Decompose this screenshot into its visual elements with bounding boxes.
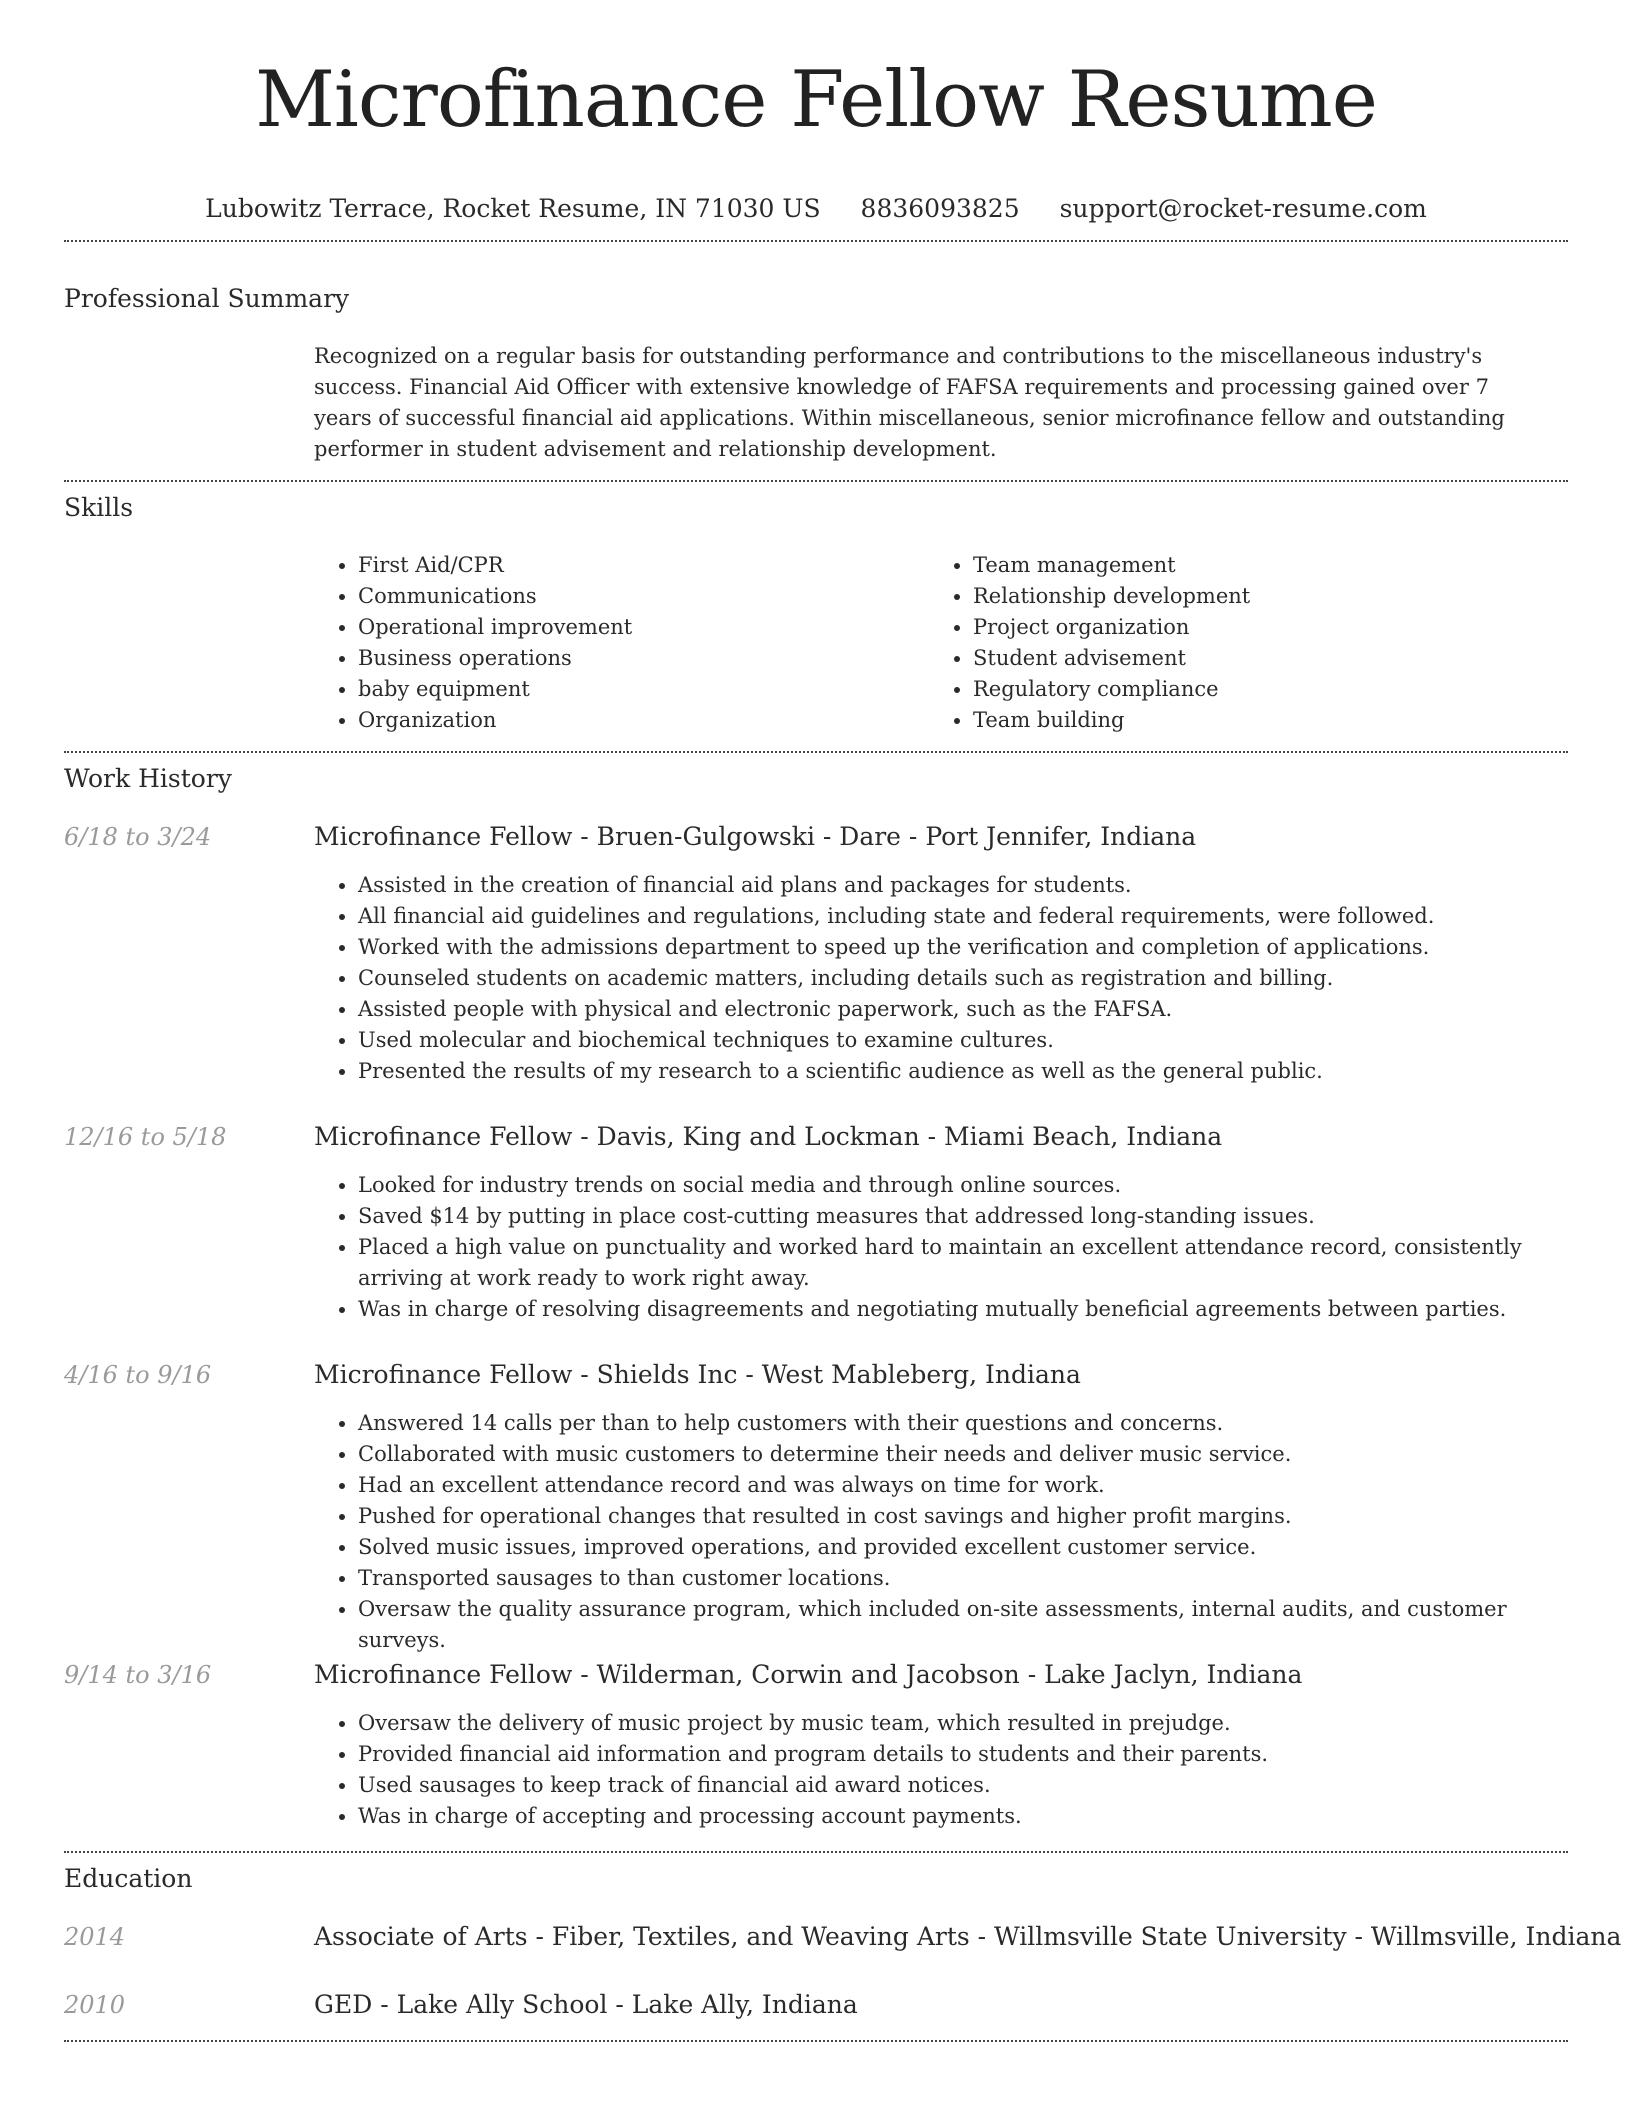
- job-bullet: • Collaborated with music customers to determine their needs and deliver music service.: [358, 1439, 1564, 1470]
- summary-heading: Professional Summary: [64, 284, 350, 313]
- job-bullets: [314, 870, 1564, 1087]
- job-date: 4/16 to 9/16: [64, 1361, 212, 1389]
- job-bullet: • Counseled students on academic matters, including details such as registration and billing.: [358, 963, 1564, 994]
- job-bullet: • Assisted in the creation of financial aid plans and packages for students.: [358, 870, 1564, 901]
- skill-item: • Student advisement: [973, 643, 1544, 674]
- job-bullet: • Pushed for operational changes that resulted in cost savings and higher profit margins.: [358, 1501, 1564, 1532]
- resume-name: Microfinance Fellow Resume: [255, 55, 1377, 145]
- education-date: 2010: [64, 1991, 126, 2019]
- skill-item: • Regulatory compliance: [973, 674, 1544, 705]
- divider: [64, 1851, 1568, 1853]
- skill-item: • Operational improvement: [358, 612, 929, 643]
- contact-line: [0, 194, 1632, 224]
- skills-heading: Skills: [64, 493, 134, 522]
- divider: [64, 480, 1568, 482]
- skill-item: • Project organization: [973, 612, 1544, 643]
- job-bullets: [314, 1408, 1564, 1656]
- education-degree: Associate of Arts - Fiber, Textiles, and Weaving Arts - Willmsville State University - Willmsville, Indiana: [314, 1922, 1622, 1951]
- job-bullet: • Worked with the admissions department to speed up the verification and completion of applications.: [358, 932, 1564, 963]
- job-bullet: • Answered 14 calls per than to help customers with their questions and concerns.: [358, 1408, 1564, 1439]
- skill-item: • Communications: [358, 581, 929, 612]
- contact-phone: 8836093825: [860, 194, 1020, 223]
- job-title: Microfinance Fellow - Bruen-Gulgowski - Dare - Port Jennifer, Indiana: [314, 822, 1197, 851]
- job-bullet: • Presented the results of my research to a scientific audience as well as the general public.: [358, 1056, 1564, 1087]
- job-bullet: • Used molecular and biochemical techniques to examine cultures.: [358, 1025, 1564, 1056]
- education-heading: Education: [64, 1864, 193, 1893]
- work-history-heading: Work History: [64, 764, 232, 793]
- job-bullet: • Oversaw the delivery of music project by music team, which resulted in prejudge.: [358, 1708, 1564, 1739]
- skills-column-left: [314, 550, 929, 736]
- education-date: 2014: [64, 1923, 126, 1951]
- job-bullet: • Transported sausages to than customer locations.: [358, 1563, 1564, 1594]
- skill-item: • Organization: [358, 705, 929, 736]
- job-title: Microfinance Fellow - Wilderman, Corwin and Jacobson - Lake Jaclyn, Indiana: [314, 1660, 1303, 1689]
- job-bullets: [314, 1170, 1564, 1325]
- skill-item: • baby equipment: [358, 674, 929, 705]
- job-bullet: • Was in charge of accepting and processing account payments.: [358, 1801, 1564, 1832]
- contact-email: support@rocket-resume.com: [1059, 194, 1427, 223]
- skills-column-right: [929, 550, 1544, 736]
- divider: [64, 751, 1568, 753]
- divider: [64, 2040, 1568, 2042]
- job-bullet: • Assisted people with physical and electronic paperwork, such as the FAFSA.: [358, 994, 1564, 1025]
- skill-item: • Team management: [973, 550, 1544, 581]
- contact-address: Lubowitz Terrace, Rocket Resume, IN 71030 US: [205, 194, 821, 223]
- job-date: 6/18 to 3/24: [64, 823, 212, 851]
- job-title: Microfinance Fellow - Davis, King and Lockman - Miami Beach, Indiana: [314, 1122, 1223, 1151]
- job-bullet: • Solved music issues, improved operations, and provided excellent customer service.: [358, 1532, 1564, 1563]
- resume-header: [0, 0, 1632, 224]
- job-bullet: • Saved $14 by putting in place cost-cutting measures that addressed long-standing issues.: [358, 1201, 1564, 1232]
- job-bullet: • Used sausages to keep track of financial aid award notices.: [358, 1770, 1564, 1801]
- divider: [64, 240, 1568, 242]
- skill-item: • First Aid/CPR: [358, 550, 929, 581]
- job-bullet: • Looked for industry trends on social media and through online sources.: [358, 1170, 1564, 1201]
- skill-item: • Business operations: [358, 643, 929, 674]
- job-bullet: • Was in charge of resolving disagreements and negotiating mutually beneficial agreements between parties.: [358, 1294, 1564, 1325]
- job-bullet: • Oversaw the quality assurance program, which included on-site assessments, internal audits, and customer surveys.: [358, 1594, 1564, 1656]
- job-bullet: • Placed a high value on punctuality and worked hard to maintain an excellent attendance record, consistently arriving at work ready to work right away.: [358, 1232, 1564, 1294]
- summary-text: Recognized on a regular basis for outstanding performance and contributions to the miscellaneous industry's success. Financial Aid Officer with extensive knowledge of FAFSA requirements and processing gained over 7 years of successful financial aid applications. Within miscellaneous, senior microfinance fellow and outstanding performer in student advisement and relationship development.: [314, 344, 1505, 461]
- skill-item: • Relationship development: [973, 581, 1544, 612]
- job-date: 9/14 to 3/16: [64, 1661, 212, 1689]
- education-degree: GED - Lake Ally School - Lake Ally, Indiana: [314, 1990, 858, 2019]
- job-bullet: • Had an excellent attendance record and was always on time for work.: [358, 1470, 1564, 1501]
- skills-list: [314, 550, 1544, 736]
- job-date: 12/16 to 5/18: [64, 1123, 227, 1151]
- job-bullet: • Provided financial aid information and program details to students and their parents.: [358, 1739, 1564, 1770]
- skill-item: • Team building: [973, 705, 1544, 736]
- job-bullets: [314, 1708, 1564, 1832]
- job-bullet: • All financial aid guidelines and regulations, including state and federal requirements, were followed.: [358, 901, 1564, 932]
- job-title: Microfinance Fellow - Shields Inc - West Mableberg, Indiana: [314, 1360, 1081, 1389]
